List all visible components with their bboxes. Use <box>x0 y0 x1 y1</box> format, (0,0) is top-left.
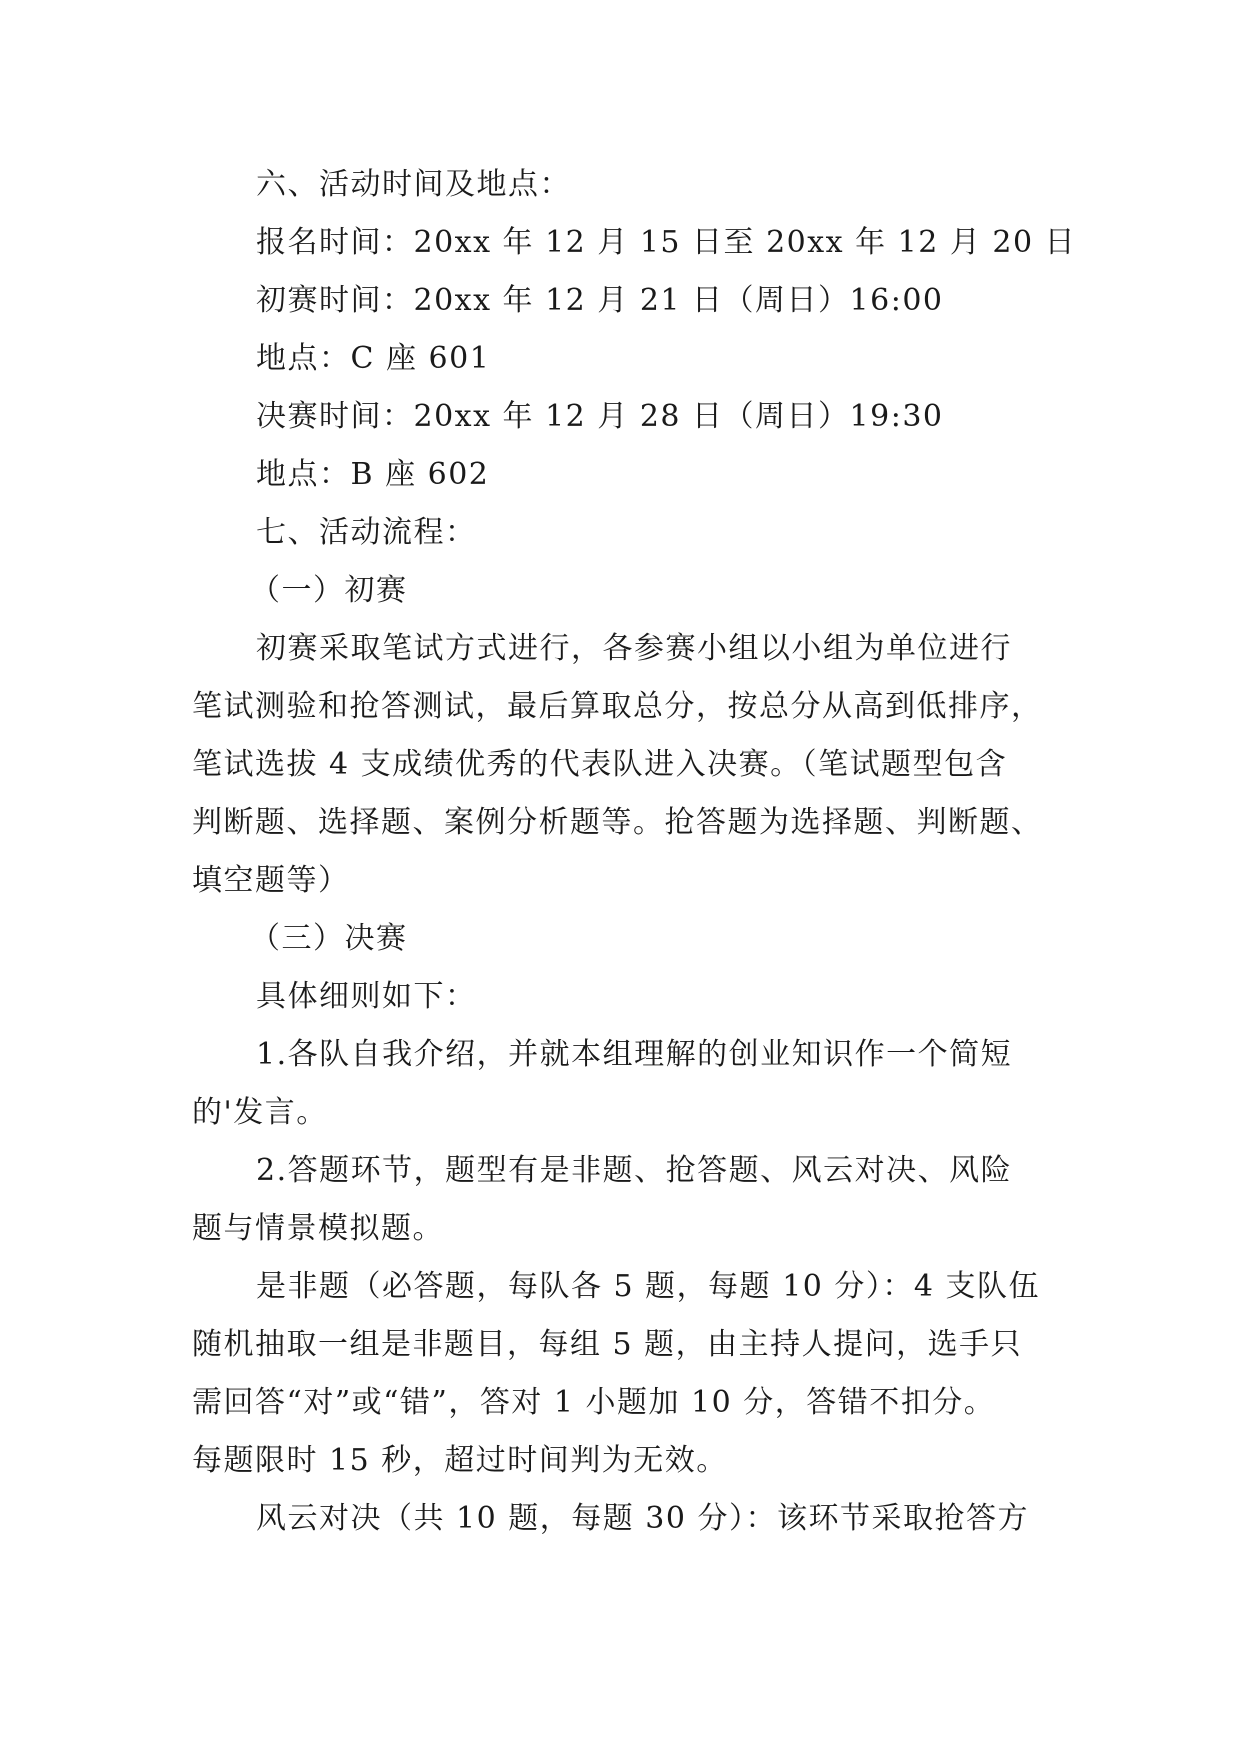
paragraph-line: 具体细则如下： <box>256 979 477 1014</box>
subheading-preliminary: （一）初赛 <box>250 573 408 608</box>
paragraph-line: 是非题（必答题，每队各 5 题，每题 10 分）：4 支队伍 <box>256 1269 1041 1304</box>
final-location: 地点：B 座 602 <box>256 457 490 492</box>
paragraph-line: 随机抽取一组是非题目，每组 5 题，由主持人提问，选手只 <box>192 1327 1023 1362</box>
subheading-final: （三）决赛 <box>250 921 408 956</box>
paragraph-line: 风云对决（共 10 题，每题 30 分）：该环节采取抢答方 <box>256 1501 1029 1536</box>
registration-time: 报名时间：20xx 年 12 月 15 日至 20xx 年 12 月 20 日 <box>256 225 1077 260</box>
paragraph-line: 笔试选拔 4 支成绩优秀的代表队进入决赛。（笔试题型包含 <box>192 747 1008 782</box>
paragraph-line: 笔试测验和抢答测试，最后算取总分，按总分从高到低排序， <box>192 689 1043 724</box>
paragraph-line: 需回答“对”或“错”，答对 1 小题加 10 分，答错不扣分。 <box>192 1385 996 1420</box>
final-time: 决赛时间：20xx 年 12 月 28 日（周日）19:30 <box>256 399 944 434</box>
section-heading-process: 七、活动流程： <box>256 515 477 550</box>
paragraph-line: 题与情景模拟题。 <box>192 1211 444 1246</box>
document-body <box>192 156 1077 1548</box>
paragraph-line: 每题限时 15 秒，超过时间判为无效。 <box>192 1443 728 1478</box>
preliminary-time: 初赛时间：20xx 年 12 月 21 日（周日）16:00 <box>256 283 944 318</box>
paragraph-line: 1.各队自我介绍，并就本组理解的创业知识作一个简短 <box>256 1037 1013 1072</box>
paragraph-line: 2.答题环节，题型有是非题、抢答题、风云对决、风险 <box>256 1153 1013 1188</box>
paragraph-line: 判断题、选择题、案例分析题等。抢答题为选择题、判断题、 <box>192 805 1043 840</box>
preliminary-location: 地点：C 座 601 <box>256 341 491 376</box>
paragraph-line: 初赛采取笔试方式进行，各参赛小组以小组为单位进行 <box>256 631 1012 666</box>
paragraph-line: 的'发言。 <box>192 1095 328 1130</box>
section-heading-time-location: 六、活动时间及地点： <box>256 167 571 202</box>
paragraph-line: 填空题等） <box>192 863 350 898</box>
